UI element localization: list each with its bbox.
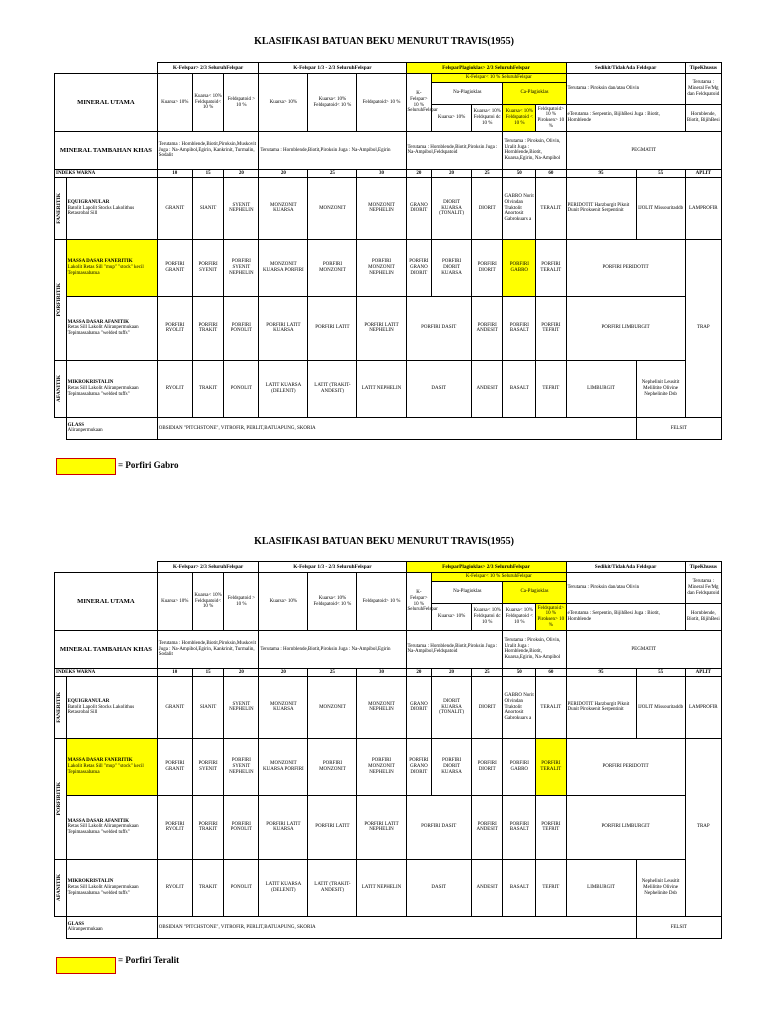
rock-cell: PONOLIT — [224, 859, 259, 916]
legend-swatch — [56, 957, 116, 974]
rock-cell: TRAKIT — [192, 360, 224, 417]
rock-cell: PORFIRI PERIDOTIT — [566, 239, 685, 296]
indeks-value: 25 — [308, 169, 357, 178]
rock-cell: SIANIT — [192, 178, 224, 240]
tambahan-pf1: Terutama : Hornblende,Biotit,Piroksin Juga : Na-Ampibol,Feldspatoid — [406, 132, 503, 169]
tambahan-kf1: Terutama : Hornblende,Biotit,Piroksin,Muskovit Juga : Na-Ampibol,Egirin, Kankrinit, Turmalin, Sodalit — [157, 132, 259, 169]
khusus-felsit: FELSIT — [636, 916, 721, 938]
rock-cell: PORFIRI GRANIT — [157, 738, 192, 795]
khusus-pegmatit: PEGMATIT — [566, 132, 722, 169]
tipe-khusus-header: TipeKhusus — [685, 562, 721, 573]
mineral-tambahan-label: MINERAL TAMBAHAN KHAS — [55, 132, 158, 169]
indeks-value: 20 — [432, 668, 472, 677]
rock-cell: PORFIRI DASIT — [406, 795, 471, 859]
rock-cell: MONZONIT KUARSA PORFIRI — [259, 738, 308, 795]
kfelspar-majority-header: K-Felspar> 2/3 SeluruhFelspar — [157, 562, 259, 573]
rock-cell: PORFIRI PERIDOTIT — [566, 738, 685, 795]
kuarsa-gt10-cell: Kuarsa> 10% — [432, 603, 472, 630]
kfelspar-lt10-header: K-Felspar< 10 % SeluruhFelspar — [432, 73, 566, 82]
rock-cell: PORFIRI DIORIT KUARSA — [432, 738, 472, 795]
feldspatoid-gt10-cell: Feldspatoid> 10 % — [357, 73, 406, 131]
indeks-value: 20 — [259, 668, 308, 677]
feldspatoid-piroksen-cell: Feldspatoid> 10 % Piroksen> 10 % — [536, 603, 566, 630]
rock-cell: PORFIRI LATIT — [308, 795, 357, 859]
kfelspar-majority-header: K-Felspar> 2/3 SeluruhFelspar — [157, 63, 259, 74]
rock-cell: PORFIRI PONOLIT — [224, 296, 259, 360]
rock-cell: GRANO DIORIT — [406, 677, 432, 739]
rock-cell: PORFIRI RYOLIT — [157, 296, 192, 360]
rock-cell: Nephelinit Leusitit Melilitite Olivine Nephelinite Dsb — [636, 859, 685, 916]
rock-cell: PORFIRI ANDESIT — [471, 296, 503, 360]
sedikit-tambahan: eTerutama : Serpentin, BijihBesi Juga : Biotit, Hornblende — [566, 104, 685, 131]
rock-cell: DIORIT KUARSA (TONALIT) — [432, 178, 472, 240]
kfelspar-gt10-cell: K-Felspar> 10 % SeluruhFelspar — [406, 73, 432, 131]
rock-cell: PORFIRI MONZONIT NEPHELIN — [357, 738, 406, 795]
rock-cell: MONZONIT — [308, 178, 357, 240]
rock-cell: PORFIRI DASIT — [406, 296, 471, 360]
rock-cell: MONZONIT NEPHELIN — [357, 178, 406, 240]
equigranular-sub: Batolit Lapolit Stocks Lakolithus Retasrobal Sill — [67, 704, 135, 716]
khusus-pegmatit: PEGMATIT — [566, 631, 722, 668]
rock-cell: LIMBURGIT — [566, 360, 636, 417]
khusus-aplit: APLIT — [685, 668, 721, 677]
rock-cell: MONZONIT KUARSA PORFIRI — [259, 239, 308, 296]
kuarsa-lt10-cell: Kuarsa< 10% Feldspatoid< 10 % — [308, 73, 357, 131]
tambahan-pf2: Terutama : Piroksin, Olivin, Uralit Juga : Hornblende,Biotit, Kuarsa,Egirin, Na-Ampibol — [503, 631, 566, 668]
feldspatoid-piroksen-cell: Feldspatoid> 10 % Piroksen> 10 % — [536, 104, 566, 131]
kuarsa-lt10-cell: Kuarsa< 10% Feldspatoid< 10 % — [308, 572, 357, 630]
legend-swatch — [56, 458, 116, 475]
tambahan-kf2: Terutama : Hornblende,Biotit,Piroksin Juga : Na-Ampibol,Egirin — [259, 631, 406, 668]
rock-cell: SYENIT NEPHELIN — [224, 178, 259, 240]
faneritik-group: FANERITIK — [55, 677, 67, 739]
kfelspar-gt10-cell: K-Felspar> 10 % SeluruhFelspar — [406, 572, 432, 630]
rock-cell: GABRO Norit Olvindan Traktolit Anortosit Gabrokuars a — [503, 677, 536, 739]
indeks-value: 20 — [259, 169, 308, 178]
massa-dasar-faneritik-sub: Lakolit Retas Sill "mup" "stock" kecil Tepimassabatua — [67, 264, 144, 276]
rock-cell: PORFIRI LATIT KUARSA — [259, 795, 308, 859]
rock-cell: TRAKIT — [192, 859, 224, 916]
porfiritik-group: PORFIRITIK — [55, 239, 67, 360]
rock-cell: LIMBURGIT — [566, 859, 636, 916]
rock-cell: PORFIRI LIMBURGIT — [566, 795, 685, 859]
mikrokristalin-label: MIKROKRISTALIN — [67, 879, 114, 885]
rock-cell: PORFIRI ANDESIT — [471, 795, 503, 859]
sedikit-mineral-utama: Terutama : Piroksin dan/atau Olivin — [566, 73, 685, 104]
sedikit-tambahan: eTerutama : Serpentin, BijihBesi Juga : Biotit, Hornblende — [566, 603, 685, 630]
rock-cell: IJOLIT Missouritaddb — [636, 178, 685, 240]
afanitik-group: AFANITIK — [55, 360, 67, 417]
glass-sub: Aliranpermukaan — [67, 428, 103, 434]
rock-cell: PORFIRI TRAKIT — [192, 296, 224, 360]
kuarsa-lt10-cell: Kuarsa< 10% Feldspatoid< 10 % — [192, 572, 224, 630]
rock-cell: PORFIRI LATIT NEPHELIN — [357, 795, 406, 859]
indeks-value: 20 — [432, 169, 472, 178]
kuarsa-lt10-cell: Kuarsa< 10% Feldspatoid < 10 % — [503, 603, 536, 630]
feldspatoid-gt10-cell: Feldspatoid > 10 % — [224, 73, 259, 131]
massa-dasar-afanitik-sub: Retas Sill Lakolit Aliranpermukaan Tepimassabatua "welded tuffs" — [67, 325, 139, 337]
rock-cell: PORFIRI GRANO DIORIT — [406, 239, 432, 296]
tambahan-pf1: Terutama : Hornblende,Biotit,Piroksin Juga : Na-Ampibol,Feldspatoid — [406, 631, 503, 668]
glass-label: GLASS — [67, 422, 85, 428]
rock-cell: ANDESIT — [471, 859, 503, 916]
rock-cell: LATIT (TRAKIT-ANDESIT) — [308, 360, 357, 417]
table-title: KLASIFIKASI BATUAN BEKU MENURUT TRAVIS(1955) — [254, 36, 514, 47]
indeks-value: 25 — [471, 668, 503, 677]
kuarsa-gt10-cell: Kuarsa> 10% — [157, 572, 192, 630]
rock-cell: PORFIRI LATIT KUARSA — [259, 296, 308, 360]
glass-text: OBSIDIAN "PITCHSTONE", VITROFIR, PERLIT,BATUAPUNG, SKORIA — [157, 916, 636, 938]
rock-cell: PORFIRI DIORIT — [471, 738, 503, 795]
tipe-tambahan: Hornblende, Biotit, BijihBesi — [685, 603, 721, 630]
equigranular-label: EQUIGRANULAR — [67, 698, 110, 704]
kuarsa-gt10-cell: Kuarsa> 10% — [259, 572, 308, 630]
rock-cell: MONZONIT — [308, 677, 357, 739]
porfiri-teralit-cell: PORFIRI TERALIT — [536, 738, 566, 795]
rock-cell: MONZONIT KUARSA — [259, 677, 308, 739]
sedikit-feldspar-header: Sedikit/TidakAda Feldspar — [566, 63, 685, 74]
rock-cell: LATIT NEPHELIN — [357, 360, 406, 417]
rock-cell: PORFIRI SYENIT — [192, 738, 224, 795]
massa-dasar-afanitik-sub: Retas Sill Lakolit Aliranpermukaan Tepimassabatua "welded tuffs" — [67, 824, 139, 836]
rock-cell: RYOLIT — [157, 859, 192, 916]
rock-cell: Nephelinit Leusitit Melilitite Olivine Nephelinite Dsb — [636, 360, 685, 417]
khusus-lamprofir: LAMPROFIR — [685, 178, 721, 240]
faneritik-group: FANERITIK — [55, 178, 67, 240]
rock-cell: PORFIRI DIORIT KUARSA — [432, 239, 472, 296]
rock-cell: TEFRIT — [536, 859, 566, 916]
indeks-value: 20 — [224, 169, 259, 178]
equigranular-label: EQUIGRANULAR — [67, 199, 110, 205]
porfiri-gabro-cell: PORFIRI GABRO — [503, 738, 536, 795]
ca-plagioklas-header: Ca-Plagioklas — [503, 82, 566, 104]
mineral-tambahan-label: MINERAL TAMBAHAN KHAS — [55, 631, 158, 668]
glass-sub: Aliranpermukaan — [67, 927, 103, 933]
rock-cell: PORFIRI GRANIT — [157, 239, 192, 296]
khusus-trap: TRAP — [685, 239, 721, 417]
mineral-utama-label: MINERAL UTAMA — [55, 572, 158, 630]
tambahan-kf2: Terutama : Hornblende,Biotit,Piroksin Juga : Na-Ampibol,Egirin — [259, 132, 406, 169]
tipe-khusus-header: TipeKhusus — [685, 63, 721, 74]
sedikit-mineral-utama: Terutama : Piroksin dan/atau Olivin — [566, 572, 685, 603]
indeks-value: 95 — [566, 668, 636, 677]
classification-table-2 — [54, 561, 722, 939]
indeks-value: 20 — [406, 169, 432, 178]
indeks-value: 25 — [471, 169, 503, 178]
na-plagioklas-header: Na-Plagioklas — [432, 581, 503, 603]
rock-cell: GRANIT — [157, 178, 192, 240]
mineral-utama-label: MINERAL UTAMA — [55, 73, 158, 131]
tipe-mineral-utama: Terutama : Mineral Fe/Mg dan Feldspatoid — [685, 572, 721, 603]
rock-cell: LATIT KUARSA (DELENIT) — [259, 859, 308, 916]
massa-dasar-faneritik-label: MASSA DASAR FANERITIK — [67, 758, 133, 764]
rock-cell: PORFIRI MONZONIT — [308, 738, 357, 795]
rock-cell: LATIT NEPHELIN — [357, 859, 406, 916]
afanitik-group: AFANITIK — [55, 859, 67, 916]
kfelspar-middle-header: K-Felspar 1/3 - 2/3 SeluruhFelspar — [259, 63, 406, 74]
rock-cell: LATIT (TRAKIT-ANDESIT) — [308, 859, 357, 916]
tipe-tambahan: Hornblende, Biotit, BijihBesi — [685, 104, 721, 131]
legend-text: = Porfiri Gabro — [118, 460, 179, 470]
tambahan-pf2: Terutama : Piroksin, Olivin, Uralit Juga : Hornblende,Biotit, Kuarsa,Egirin, Na-Ampibol — [503, 132, 566, 169]
tambahan-kf1: Terutama : Hornblende,Biotit,Piroksin,Muskovit Juga : Na-Ampibol,Egirin, Kankrinit, Turmalin, Sodalit — [157, 631, 259, 668]
legend-text: = Porfiri Teralit — [118, 955, 180, 965]
indeks-value: 10 — [157, 668, 192, 677]
porfiri-gabro-cell: PORFIRI GABRO — [503, 239, 536, 296]
rock-cell: RYOLIT — [157, 360, 192, 417]
indeks-value: 25 — [308, 668, 357, 677]
kfelspar-middle-header: K-Felspar 1/3 - 2/3 SeluruhFelspar — [259, 562, 406, 573]
kfelspar-lt10-header: K-Felspar< 10 % SeluruhFelspar — [432, 572, 566, 581]
khusus-aplit: APLIT — [685, 169, 721, 178]
rock-cell: PORFIRI LIMBURGIT — [566, 296, 685, 360]
na-plagioklas-header: Na-Plagioklas — [432, 82, 503, 104]
rock-cell: DIORIT — [471, 178, 503, 240]
table-title: KLASIFIKASI BATUAN BEKU MENURUT TRAVIS(1955) — [254, 536, 514, 547]
kuarsa-lt10-cell: Kuarsa< 10% Feldspatoid < 10 % — [503, 104, 536, 131]
indeks-value: 15 — [192, 668, 224, 677]
rock-cell: DASIT — [406, 360, 471, 417]
kuarsa-gt10-cell: Kuarsa> 10% — [432, 104, 472, 131]
classification-table-1 — [54, 62, 722, 440]
indeks-value: 55 — [636, 668, 685, 677]
rock-cell: PORFIRI MONZONIT — [308, 239, 357, 296]
indeks-value: 55 — [636, 169, 685, 178]
khusus-lamprofir: LAMPROFIR — [685, 677, 721, 739]
massa-dasar-faneritik-sub: Lakolit Retas Sill "mup" "stock" kecil Tepimassabatua — [67, 763, 144, 775]
feldspatoid-gt10-cell: Feldspatoid > 10 % — [224, 572, 259, 630]
porfiri-teralit-cell: PORFIRI TERALIT — [536, 239, 566, 296]
indeks-value: 30 — [357, 668, 406, 677]
indeks-value: 60 — [536, 169, 566, 178]
rock-cell: PORFIRI SYENIT NEPHELIN — [224, 738, 259, 795]
massa-dasar-faneritik-label: MASSA DASAR FANERITIK — [67, 259, 133, 265]
massa-dasar-afanitik-label: MASSA DASAR AFANITIK — [67, 319, 129, 325]
rock-cell: PORFIRI LATIT NEPHELIN — [357, 296, 406, 360]
rock-cell: TERALIT — [536, 178, 566, 240]
massa-dasar-afanitik-label: MASSA DASAR AFANITIK — [67, 818, 129, 824]
kuarsa-lt10-cell: Kuarsa< 10% Feldspatoi dc 10 % — [471, 104, 503, 131]
rock-cell: PORFIRI DIORIT — [471, 239, 503, 296]
rock-cell: DIORIT KUARSA (TONALIT) — [432, 677, 472, 739]
feldspatoid-gt10-cell: Feldspatoid> 10 % — [357, 572, 406, 630]
tipe-mineral-utama: Terutama : Mineral Fe/Mg dan Feldspatoid — [685, 73, 721, 104]
rock-cell: PORFIRI TEFRIT — [536, 795, 566, 859]
rock-cell: PORFIRI BASALT — [503, 795, 536, 859]
rock-cell: PONOLIT — [224, 360, 259, 417]
rock-cell: BASALT — [503, 859, 536, 916]
indeks-value: 15 — [192, 169, 224, 178]
rock-cell: PERIDOTIT Harzburgit Piknit Dunit Piroksenit Serpentinit — [566, 178, 636, 240]
indeks-value: 50 — [503, 169, 536, 178]
kuarsa-lt10-cell: Kuarsa< 10% Feldspatoi dc 10 % — [471, 603, 503, 630]
rock-cell: PORFIRI PONOLIT — [224, 795, 259, 859]
kuarsa-gt10-cell: Kuarsa> 10% — [259, 73, 308, 131]
rock-cell: SYENIT NEPHELIN — [224, 677, 259, 739]
rock-cell: PORFIRI TRAKIT — [192, 795, 224, 859]
kuarsa-lt10-cell: Kuarsa< 10% Feldspatoid< 10 % — [192, 73, 224, 131]
indeks-value: 30 — [357, 169, 406, 178]
plagioklas-header: FelsparPlagioklas> 2/3 SeluruhFelspar — [406, 63, 566, 74]
mikrokristalin-label: MIKROKRISTALIN — [67, 380, 114, 386]
plagioklas-header: FelsparPlagioklas> 2/3 SeluruhFelspar — [406, 562, 566, 573]
indeks-value: 50 — [503, 668, 536, 677]
mikrokristalin-sub: Retas Sill Lakolit Aliranpermukaan Tepimassabatua "welded tuffs" — [67, 884, 139, 896]
rock-cell: PORFIRI MONZONIT NEPHELIN — [357, 239, 406, 296]
equigranular-sub: Batolit Lapolit Stocks Lakolithus Retasrobal Sill — [67, 205, 135, 217]
rock-cell: ANDESIT — [471, 360, 503, 417]
indeks-value: 10 — [157, 169, 192, 178]
rock-cell: SIANIT — [192, 677, 224, 739]
porfiritik-group: PORFIRITIK — [55, 738, 67, 859]
indeks-value: 95 — [566, 169, 636, 178]
rock-cell: PORFIRI SYENIT NEPHELIN — [224, 239, 259, 296]
rock-cell: MONZONIT NEPHELIN — [357, 677, 406, 739]
rock-cell: PORFIRI SYENIT — [192, 239, 224, 296]
rock-cell: TERALIT — [536, 677, 566, 739]
rock-cell: GABRO Norit Olvindan Traktolit Anortosit Gabrokuars a — [503, 178, 536, 240]
rock-cell: PORFIRI TEFRIT — [536, 296, 566, 360]
rock-cell: DASIT — [406, 859, 471, 916]
ca-plagioklas-header: Ca-Plagioklas — [503, 581, 566, 603]
rock-cell: MONZONIT KUARSA — [259, 178, 308, 240]
rock-cell: PORFIRI BASALT — [503, 296, 536, 360]
rock-cell: DIORIT — [471, 677, 503, 739]
rock-cell: GRANIT — [157, 677, 192, 739]
mikrokristalin-sub: Retas Sill Lakolit Aliranpermukaan Tepimassabatua "welded tuffs" — [67, 385, 139, 397]
rock-cell: LATIT KUARSA (DELENIT) — [259, 360, 308, 417]
khusus-trap: TRAP — [685, 738, 721, 916]
khusus-felsit: FELSIT — [636, 417, 721, 439]
indeks-value: 60 — [536, 668, 566, 677]
glass-text: OBSIDIAN "PITCHSTONE", VITROFIR, PERLIT,BATUAPUNG, SKORIA — [157, 417, 636, 439]
indeks-warna-label: INDEKS WARNA — [55, 668, 158, 677]
glass-label: GLASS — [67, 921, 85, 927]
rock-cell: PERIDOTIT Harzburgit Piknit Dunit Piroksenit Serpentinit — [566, 677, 636, 739]
rock-cell: TEFRIT — [536, 360, 566, 417]
indeks-value: 20 — [406, 668, 432, 677]
kuarsa-gt10-cell: Kuarsa> 10% — [157, 73, 192, 131]
sedikit-feldspar-header: Sedikit/TidakAda Feldspar — [566, 562, 685, 573]
rock-cell: IJOLIT Missouritaddb — [636, 677, 685, 739]
rock-cell: GRANO DIORIT — [406, 178, 432, 240]
rock-cell: PORFIRI GRANO DIORIT — [406, 738, 432, 795]
rock-cell: BASALT — [503, 360, 536, 417]
rock-cell: PORFIRI RYOLIT — [157, 795, 192, 859]
indeks-value: 20 — [224, 668, 259, 677]
rock-cell: PORFIRI LATIT — [308, 296, 357, 360]
indeks-warna-label: INDEKS WARNA — [55, 169, 158, 178]
